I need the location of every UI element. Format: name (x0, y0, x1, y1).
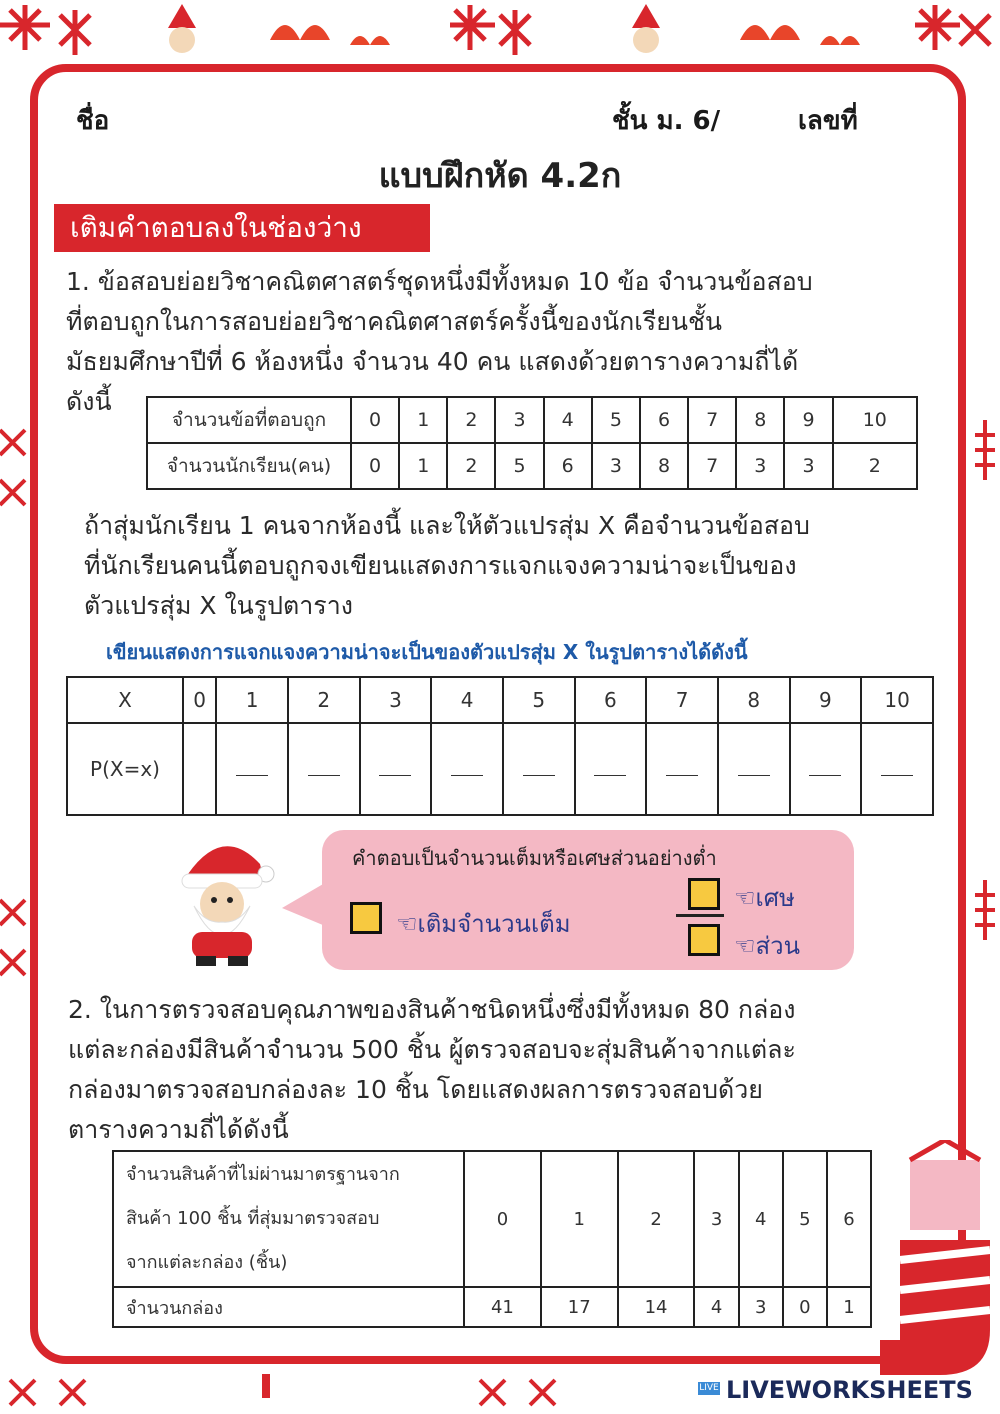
table-cell-label: P(X=x) (67, 723, 183, 815)
table-cell: 3 (739, 1287, 783, 1327)
q2-line: กล่องมาตรวจสอบกล่องละ 10 ชิ้น โดยแสดงผลการตรวจสอบด้วย (68, 1075, 763, 1104)
snowflake-decoration (0, 0, 1000, 70)
table-cell: 2 (447, 443, 495, 489)
table-cell: 5 (592, 397, 640, 443)
side-pattern-decoration (0, 420, 30, 1120)
table-cell: 5 (783, 1151, 827, 1287)
christmas-stocking-decoration (870, 1140, 1000, 1380)
q2-line: 2. ในการตรวจสอบคุณภาพของสินค้าชนิดหนึ่งซึ่งมีทั้งหมด 80 กล่อง (68, 995, 796, 1024)
table-cell: 4 (431, 677, 503, 723)
class-label: ชั้น ม. 6/ (612, 106, 721, 136)
table-cell: 5 (495, 443, 543, 489)
name-label: ชื่อ (76, 106, 110, 136)
q1-line: 1. ข้อสอบย่อยวิชาคณิตศาสตร์ชุดหนึ่งมีทั้งหมด 10 ข้อ จำนวนข้อสอบ (66, 267, 813, 296)
table-cell: 8 (736, 397, 784, 443)
q1-frequency-table (146, 396, 918, 490)
answer-heading: เขียนแสดงการแจกแจงความน่าจะเป็นของตัวแปรสุ่ม X ในรูปตารางได้ดังนี้ (106, 640, 748, 664)
fraction-input-cell[interactable] (216, 723, 288, 815)
table-cell-label: X (67, 677, 183, 723)
table-cell: 3 (592, 443, 640, 489)
table-cell: 41 (464, 1287, 541, 1327)
table-cell: 7 (646, 677, 718, 723)
table-cell: 3 (694, 1151, 738, 1287)
table-cell: 6 (640, 397, 688, 443)
fraction-input-cell[interactable] (288, 723, 360, 815)
table-cell-label (113, 1151, 464, 1287)
q2-line: ตารางความถี่ได้ดังนี้ (68, 1115, 289, 1144)
fraction-input-cell[interactable] (503, 723, 575, 815)
q1-follow-line: ถ้าสุ่มนักเรียน 1 คนจากห้องนี้ และให้ตัวแปรสุ่ม X คือจำนวนข้อสอบ (84, 511, 810, 540)
numerator-box-icon (688, 878, 720, 910)
table-cell: 4 (739, 1151, 783, 1287)
table-cell: 6 (827, 1151, 871, 1287)
fraction-input-cell[interactable] (718, 723, 790, 815)
label-line: สินค้า 100 ชิ้น ที่สุ่มมาตรวจสอบ (126, 1208, 380, 1229)
table-cell: 0 (783, 1287, 827, 1327)
denominator-box-icon (688, 924, 720, 956)
table-cell: 0 (183, 677, 216, 723)
table-cell: 4 (694, 1287, 738, 1327)
bottom-pattern-decoration (0, 1370, 690, 1414)
q1-line: มัธยมศึกษาปีที่ 6 ห้องหนึ่ง จำนวน 40 คน แสดงด้วยตารางความถี่ได้ (66, 347, 799, 376)
table-cell: 6 (544, 443, 592, 489)
fraction-input-cell[interactable] (431, 723, 503, 815)
table-cell: 10 (861, 677, 933, 723)
whole-number-box-icon (350, 902, 382, 934)
table-cell: 3 (360, 677, 432, 723)
table-cell: 14 (618, 1287, 695, 1327)
hint-title: คำตอบเป็นจำนวนเต็มหรือเศษส่วนอย่างต่ำ (352, 846, 717, 870)
table-cell: 3 (784, 443, 832, 489)
table-cell: 8 (640, 443, 688, 489)
q2-frequency-table (112, 1150, 872, 1328)
numerator-hint: ☜เศษ (734, 884, 795, 912)
q2-line: แต่ละกล่องมีสินค้าจำนวน 500 ชิ้น ผู้ตรวจสอบจะสุ่มสินค้าจากแต่ละ (68, 1035, 796, 1064)
q1-line: ดังนี้ (66, 387, 112, 416)
table-row (67, 723, 933, 815)
side-pattern-decoration (970, 420, 1000, 1120)
table-cell: 7 (688, 443, 736, 489)
table-cell: 2 (288, 677, 360, 723)
table-row (147, 397, 917, 443)
table-row (67, 677, 933, 723)
fraction-input-cell[interactable] (575, 723, 647, 815)
q1-follow-line: ตัวแปรสุ่ม X ในรูปตาราง (84, 591, 353, 620)
brand-logo-icon: LIVE (699, 1383, 719, 1393)
table-cell: 5 (503, 677, 575, 723)
label-line: จำนวนสินค้าที่ไม่ผ่านมาตรฐานจาก (126, 1164, 400, 1185)
probability-answer-table (66, 676, 934, 816)
fraction-bar (676, 914, 724, 917)
section-banner: เติมคำตอบลงในช่องว่าง (54, 204, 430, 252)
page-title: แบบฝึกหัด 4.2ก (378, 156, 622, 196)
table-cell: 7 (688, 397, 736, 443)
table-cell: 10 (833, 397, 917, 443)
table-cell: 2 (618, 1151, 695, 1287)
label-line: จากแต่ละกล่อง (ชิ้น) (126, 1252, 288, 1273)
table-row (113, 1287, 871, 1327)
table-cell-label: จำนวนข้อที่ตอบถูก (147, 397, 351, 443)
table-cell: 6 (575, 677, 647, 723)
q1-follow-line: ที่นักเรียนคนนี้ตอบถูกจงเขียนแสดงการแจกแจงความน่าจะเป็นของ (84, 551, 797, 580)
santa-illustration (168, 834, 278, 970)
table-cell: 2 (833, 443, 917, 489)
table-cell: 1 (399, 443, 447, 489)
table-row (147, 443, 917, 489)
table-cell: 17 (541, 1287, 618, 1327)
table-cell: 1 (827, 1287, 871, 1327)
table-cell: 0 (351, 397, 399, 443)
fraction-input-cell[interactable] (861, 723, 933, 815)
fraction-input-cell[interactable] (790, 723, 862, 815)
fraction-input-cell[interactable] (360, 723, 432, 815)
table-cell-label: จำนวนนักเรียน(คน) (147, 443, 351, 489)
table-cell: 1 (216, 677, 288, 723)
number-label: เลขที่ (798, 106, 858, 136)
table-cell: 9 (790, 677, 862, 723)
table-cell: 1 (541, 1151, 618, 1287)
brand-name[interactable]: LIVEWORKSHEETS (726, 1376, 973, 1404)
table-cell-label: จำนวนกล่อง (113, 1287, 464, 1327)
fraction-input-cell[interactable] (646, 723, 718, 815)
whole-number-hint: ☜เติมจำนวนเต็ม (396, 910, 571, 938)
table-cell: 2 (447, 397, 495, 443)
table-cell: 8 (718, 677, 790, 723)
q1-line: ที่ตอบถูกในการสอบย่อยวิชาคณิตศาสตร์ครั้งนี้ของนักเรียนชั้น (66, 307, 723, 336)
denominator-hint: ☜ส่วน (734, 932, 801, 960)
answer-input-cell[interactable] (183, 723, 216, 815)
table-cell: 0 (464, 1151, 541, 1287)
table-cell: 3 (736, 443, 784, 489)
table-cell: 0 (351, 443, 399, 489)
table-cell: 4 (544, 397, 592, 443)
table-cell: 1 (399, 397, 447, 443)
table-cell: 3 (495, 397, 543, 443)
table-cell: 9 (784, 397, 832, 443)
table-row (113, 1151, 871, 1287)
